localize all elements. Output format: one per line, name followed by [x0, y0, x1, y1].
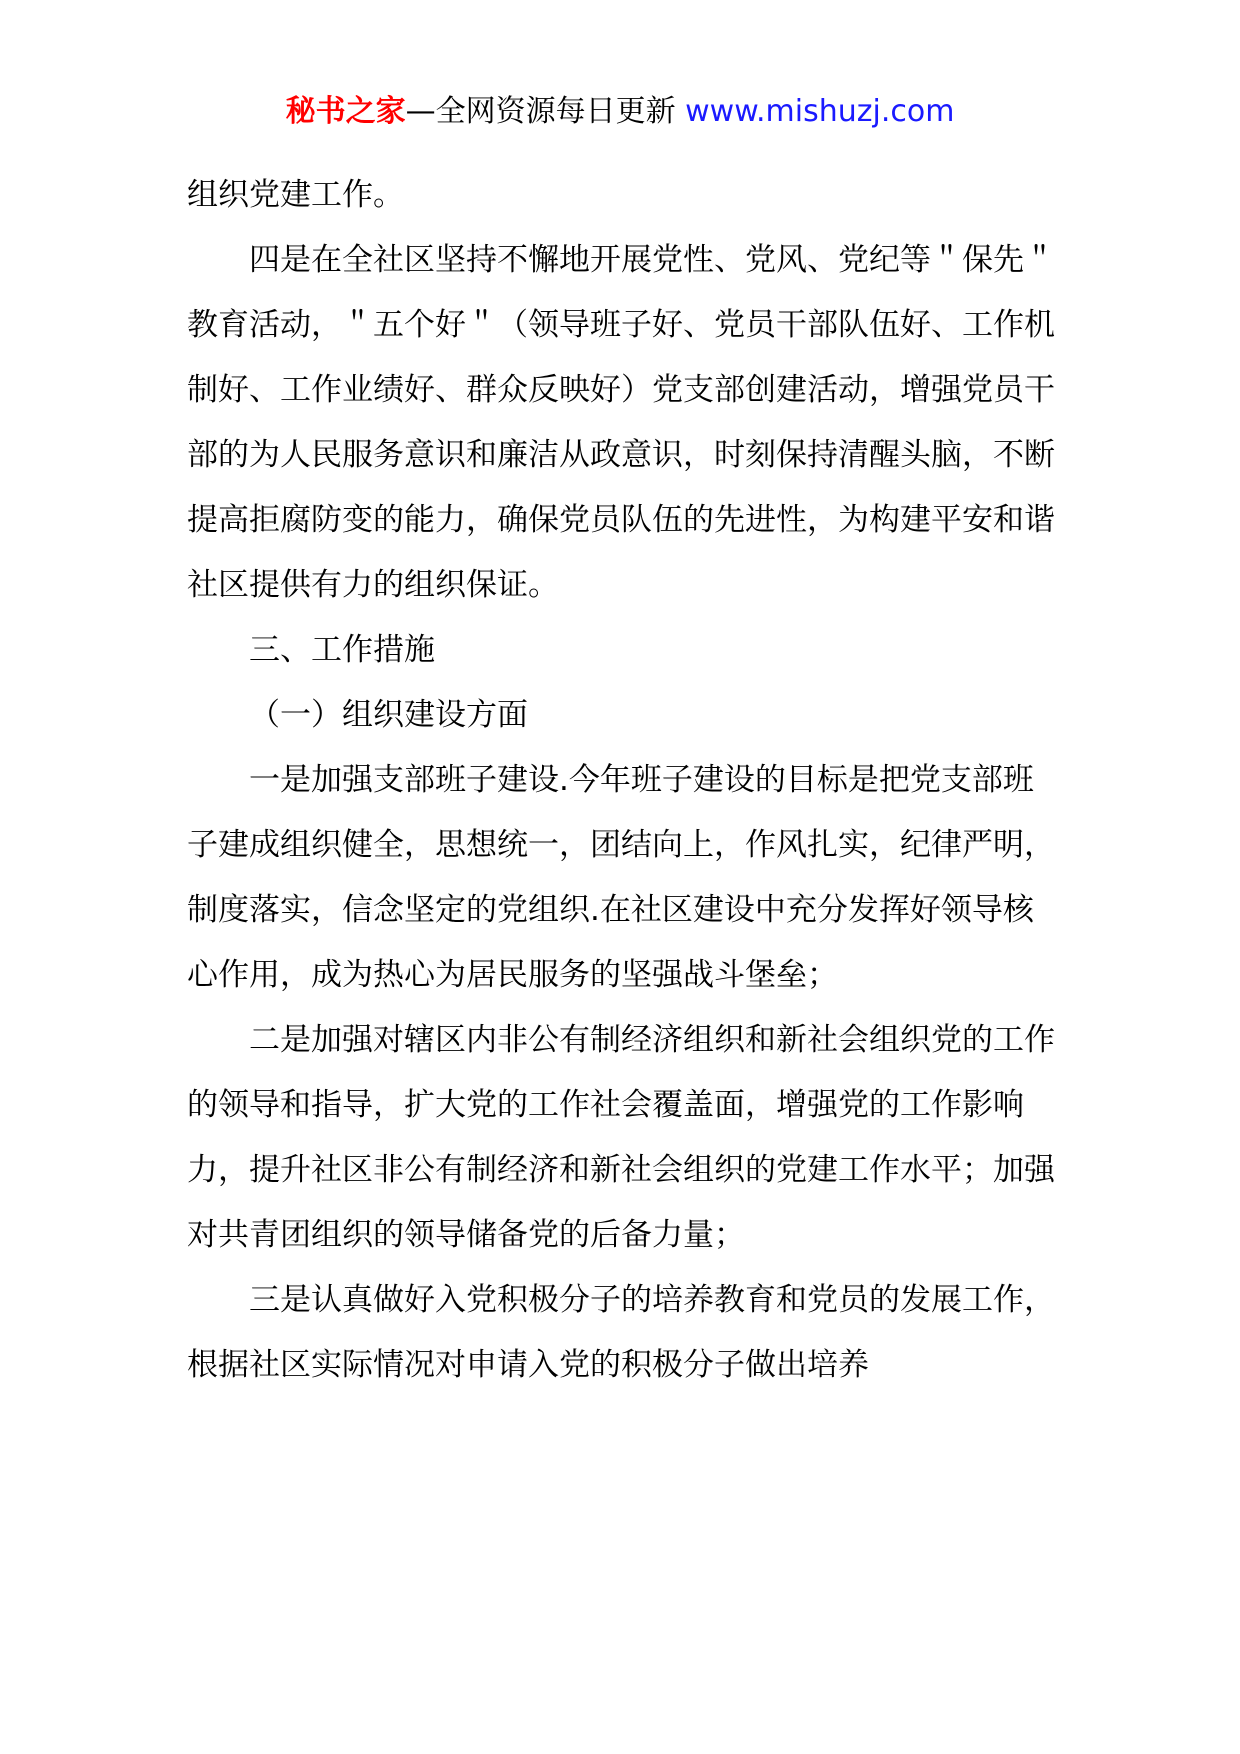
section-heading: 三、工作措施: [249, 632, 435, 668]
site-url-link[interactable]: www.mishuzj.com: [685, 94, 955, 129]
brand-name: 秘书之家: [285, 94, 406, 129]
document-body: [187, 163, 1057, 1398]
paragraph-measure-three: 三是认真做好入党积极分子的培养教育和党员的发展工作，根据社区实际情况对申请入党的积极分子做出培养: [187, 1282, 1055, 1383]
paragraph-measure-one: 一是加强支部班子建设.今年班子建设的目标是把党支部班子建成组织健全，思想统一，团结向上，作风扎实，纪律严明，制度落实，信念坚定的党组织.在社区建设中充分发挥好领导核心作用，成为热心为居民服务的坚强战斗堡垒；: [187, 762, 1055, 993]
paragraph-continuation: 组织党建工作。: [187, 177, 404, 213]
paragraph-measure-two: 二是加强对辖区内非公有制经济组织和新社会组织党的工作的领导和指导，扩大党的工作社会覆盖面，增强党的工作影响力，提升社区非公有制经济和新社会组织的党建工作水平；加强对共青团组织的领导储备党的后备力量；: [187, 1022, 1055, 1253]
subsection-heading: （一）组织建设方面: [249, 697, 528, 733]
header-tagline: —全网资源每日更新: [405, 94, 676, 129]
site-header: [0, 92, 1240, 132]
paragraph-item-four: 四是在全社区坚持不懈地开展党性、党风、党纪等＂保先＂教育活动，＂五个好＂（领导班子好、党员干部队伍好、工作机制好、工作业绩好、群众反映好）党支部创建活动，增强党员干部的为人民服务意识和廉洁从政意识，时刻保持清醒头脑，不断提高拒腐防变的能力，确保党员队伍的先进性，为构建平安和谐社区提供有力的组织保证。: [187, 242, 1055, 603]
